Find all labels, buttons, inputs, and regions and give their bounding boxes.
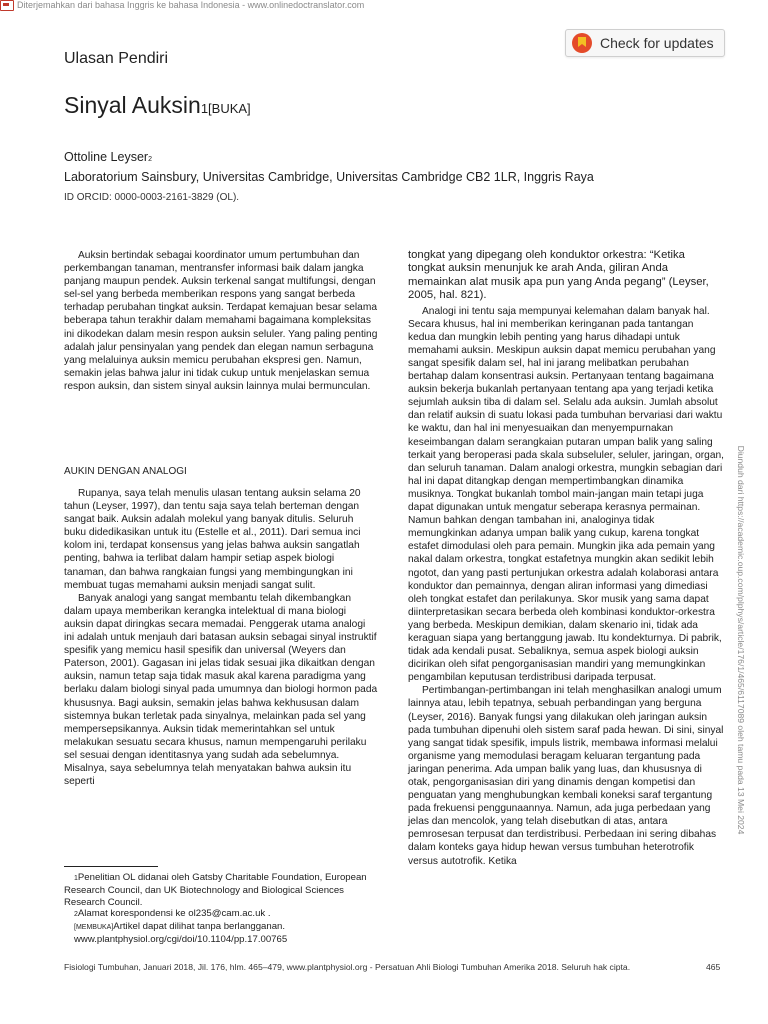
section-label: Ulasan Pendiri (64, 50, 169, 67)
footnote-2: 2Alamat korespondensi ke ol235@cam.ac.uk . (74, 908, 271, 920)
author-footnote-mark: 2 (148, 156, 152, 163)
article-title (64, 92, 251, 119)
translator-notice[interactable] (0, 0, 364, 11)
footnote-doi-link[interactable]: www.plantphysiol.org/cgi/doi/10.1104/pp.17.00765 (74, 933, 288, 945)
affiliation: Laboratorium Sainsbury, Universitas Cambridge, Universitas Cambridge CB2 1LR, Inggris Raya (64, 170, 594, 184)
page-footer: Fisiologi Tumbuhan, Januari 2018, Jil. 176, hlm. 465–479, www.plantphysiol.org - Persatuan Ahli Biologi Tumbuhan Amerika 2018. Seluruh hak cipta. (64, 962, 631, 972)
document-translate-icon (0, 0, 14, 11)
section-heading: AUKIN DENGAN ANALOGI (64, 466, 187, 477)
body-paragraph-2: Banyak analogi yang sangat membantu telah dikembangkan dalam upaya memberikan kerangka intelektual di mana biologi auksin dapat diringkas secara memadai. Penggerak utama analogi ini adalah untuk menjauh dari batasan auksin sebagai sinyal instruktif spesifik yang memicu hasil spesifik dan universal (Weyers dan Paterson, 2001). Gagasan ini jelas tidak sesuai jika dikaitkan dengan auksin, namun tetap saja tidak masuk akal karena paradigma yang berlaku dalam biologi sinyal pada umumnya dan biologi hormon pada khususnya. Bagi auksin, semakin jelas bahwa kekhususan dalam sistemnya bukan terletak pada sinyalnya, melainkan pada sel yang mempersepsikannya. Auksin tidak memerintahkan sel untuk melakukan sesuatu secara khusus, namun mempengaruhi perilaku sel sesuai dengan identitasnya yang sudah ada sebelumnya. Misalnya, saya sebelumnya telah menyatakan bahwa auksin itu seperti (64, 592, 378, 788)
check-for-updates-label: Check for updates (600, 35, 714, 51)
abstract-column (64, 249, 378, 393)
abstract-paragraph: Auksin bertindak sebagai koordinator umum pertumbuhan dan perkembangan tanaman, mentransfer informasi baik dalam jangka panjang maupun pendek. Auksin terkenal sangat multifungsi, dengan sel-sel yang berbeda memberikan respons yang sangat berbeda terhadap perubahan tingkat auksin. Terdapat kemajuan besar selama beberapa tahun terakhir dalam memahami bagaimana kompleksitas ini dikodekan dalam mesin respon auksin seluler. Yang paling penting adalah jalur pensinyalan yang pendek dan elegan namun serbaguna yang melaluinya auksin memicu perubahan ekspresi gen. Namun, semakin jelas bahwa jalur ini tidak cukup untuk menjelaskan semua respon auksin, dan sistem sinyal auksin lainnya mulai bermunculan. (64, 250, 378, 392)
right-body-column (408, 249, 724, 868)
page-number: 465 (706, 962, 721, 972)
footnote-1: 1Penelitian OL didanai oleh Gatsby Charitable Foundation, European Research Council, dan UK Biotechnology and Biological Sciences Research Council. (64, 872, 367, 908)
continued-paragraph: tongkat yang dipegang oleh konduktor orkestra: “Ketika tongkat auksin menunjuk ke arah Anda, giliran Anda memainkan alat musik apa pun yang Anda pegang” (Leyser, 2005, hal. 821). (408, 249, 709, 302)
body-paragraph-3: Analogi ini tentu saja mempunyai kelemahan dalam banyak hal. Secara khusus, hal ini memberikan keringanan pada tantangan kedua dan mungkin lebih penting yang harus dihadapi untuk memahami auksin. Meskipun auksin dapat memicu perubahan yang sangat spesifik dalam sel, hal ini jarang melibatkan perubahan bertahap dalam konsentrasi auksin. Pertanyaan tentang bagaimana auksin bekerja bukanlah pertanyaan tentang apa yang terjadi ketika sejumlah auksin tiba di dalam sel. Selalu ada auksin. Jumlah absolut dan relatif auksin di suatu lokasi pada tumbuhan bervariasi dari waktu ke waktu, dan hal ini menyesuaikan dan menyempurnakan keseimbangan dalam serangkaian putaran umpan balik yang saling terkait yang beroperasi pada skala subseluler, seluler, jaringan, organ, dan seluruh tanaman. Dalam analogi orkestra, mungkin sebagian dari hal ini dapat ditangkap dengan mempertimbangkan dinamika musiknya. Tongkat bukanlah tombol main-jangan main tetapi juga dapat digunakan untuk mengatur seberapa kerasnya permainan. Namun bahkan dengan tambahan ini, analoginya tidak memungkinkan adanya umpan balik yang cukup, karena tongkat estafet dimodulasi oleh para pemain. Mungkin jika ada pemain yang nakal dalam orkestra, tongkat estafetnya mungkin akan sedikit lebih ngotot, dan yang pasti pertunjukan orkestra adalah kolaborasi antara konduktor dan pemainnya, dengan aliran informasi yang dimediasi oleh tongkat estafet dan perilakunya. Skor musik yang sama dapat diinterpretasikan secara berbeda oleh kombinasi konduktor-orkestra yang berbeda. Meskipun demikian, dalam skenario ini, tidak ada keraguan siapa yang bertanggung jawab. Itu kondekturnya. Di pabrik, tidak ada kendali pusat. Sebaliknya, semua aspek biologi auksin dicirikan oleh sifat pengorganisasian mandiri yang memungkinkan pengambilan keputusan terdistribusi daripada terpusat. (408, 305, 725, 684)
bookmark-badge-icon (572, 33, 592, 53)
check-for-updates-button[interactable] (565, 29, 725, 57)
orcid: ID ORCID: 0000-0003-2161-3829 (OL). (64, 192, 240, 203)
download-side-note: Diunduh dari https://academic.oup.com/plphys/article/176/1/465/6117089 oleh tamu pada 13 Mei 2024 (736, 445, 746, 835)
translator-notice-text: Diterjemahkan dari bahasa Inggris ke bahasa Indonesia - www.onlinedoctranslator.com (17, 0, 365, 10)
title-footnote-mark: 1[BUKA] (200, 101, 251, 116)
body-paragraph-1: Rupanya, saya telah menulis ulasan tentang auksin selama 20 tahun (Leyser, 1997), dan tentu saja saya telah berteman dengan sangat baik. Auksin adalah molekul yang banyak ditulis. Seluruh buku didedikasikan untuk itu (Estelle et al., 2011). Dari semua inci kolom ini, terdapat konsensus yang jelas bahwa auksin sangatlah penting, bahwa ia terlibat dalam hampir setiap aspek biologi tanaman, dan bahwa rangkaian fungsi yang membingungkan ini membuat tugas memahami auksin menjadi sangat sulit. (64, 488, 361, 591)
footnotes (64, 872, 378, 946)
article-title-text: Sinyal Auksin (64, 92, 201, 118)
author-line (64, 150, 152, 164)
footnote-3: [MEMBUKA]Artikel dapat dilihat tanpa berlangganan. (74, 921, 286, 933)
left-body-column (64, 487, 378, 788)
body-paragraph-4: Pertimbangan-pertimbangan ini telah menghasilkan analogi umum lainnya atau, lebih tepatnya, sebuah perbandingan yang berguna (Leyser, 2016). Banyak fungsi yang dilakukan oleh jaringan auksin pada tumbuhan dipenuhi oleh sistem saraf pada hewan. Di sini, sinyal yang sangat tidak spesifik, impuls listrik, membawa informasi melalui organisme yang memodulasi beragam keluaran tergantung pada jaringan penerima. Ada umpan balik yang luas, dan khususnya di otak, pengorganisasian diri yang dinamis dengan kompetisi dan penguatan yang menghubungkan kembali koneksi saraf tergantung pada frekuensi penggunaannya. Namun, ada juga perbedaan yang jelas dan mencolok, yang telah disebutkan di atas, antara pemrosesan terpusat dan terdistribusi. Perbedaan ini sering dibahas dalam konteks gaya hidup hewan versus tumbuhan heterotrofik versus autotrofik. Ketika (408, 685, 724, 867)
author-name: Ottoline Leyser (64, 150, 149, 164)
footnote-divider (64, 866, 158, 867)
